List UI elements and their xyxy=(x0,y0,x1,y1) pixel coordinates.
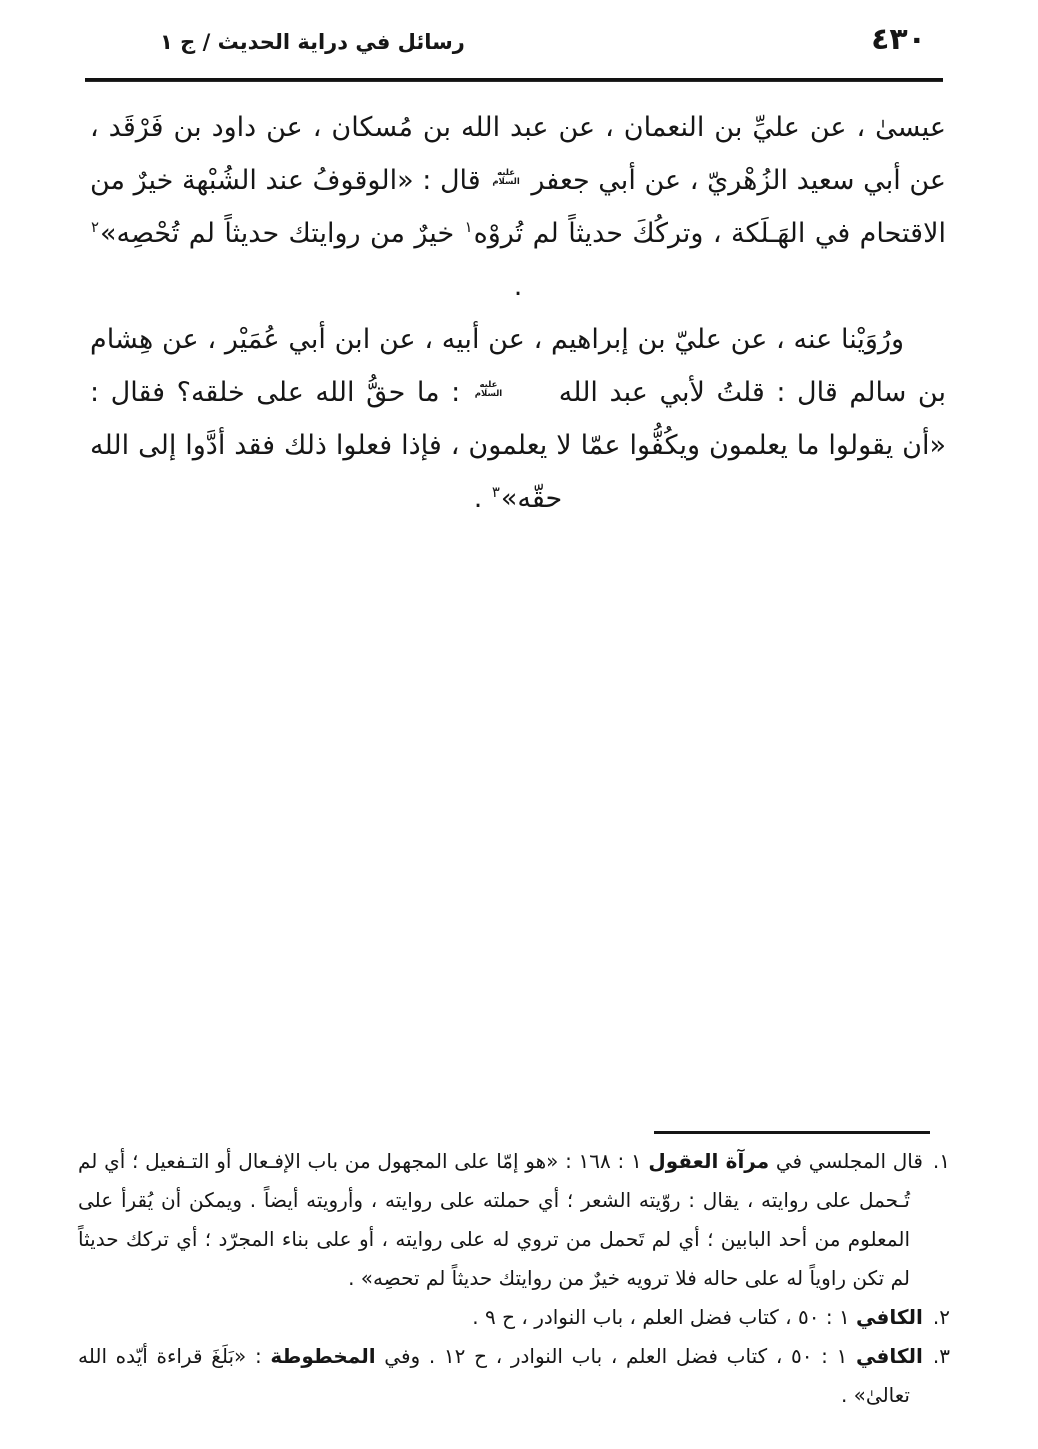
footnotes-block xyxy=(78,1142,950,1415)
footnote-marker: ١. xyxy=(932,1149,951,1173)
footnote-text: الكافي ١ : ٥٠ ، كتاب فضل العلم ، باب النوادر ، ح ٩ . xyxy=(472,1305,923,1329)
main-text xyxy=(90,101,946,525)
book-title-bold: الكافي xyxy=(856,1344,923,1368)
footnote-item xyxy=(78,1298,950,1337)
footnote-item xyxy=(78,1337,950,1415)
footnote-separator-rule xyxy=(654,1131,930,1134)
footnote-marker: ٣. xyxy=(932,1344,950,1368)
footnote-text: الكافي ١ : ٥٠ ، كتاب فضل العلم ، باب النوادر ، ح ١٢ . وفي المخطوطة : «بَلَغَ قراءة أيّده الله تعالىٰ» . xyxy=(78,1344,923,1407)
running-title: رسائل في دراية الحديث / ج ١ xyxy=(160,30,465,54)
honorific-mark: عليه السلام xyxy=(492,167,520,187)
paragraph: عيسىٰ ، عن عليِّ بن النعمان ، عن عبد الله بن مُسكان ، عن داود بن فَرْقَد ، عن أبي سعيد الزُهْريّ ، عن أبي جعفر عليه السلام قال : «الوقوفُ عند الشُبْهة خيرٌ من الاقتحام في الهَـلَكة ، وتركُكَ حديثاً لم تُروْه$^١$ خيرٌ من روايتك حديثاً لم تُحْصِه»$^٢$ . xyxy=(90,112,946,302)
page-number: ٤٣٠ xyxy=(871,22,926,57)
book-title-bold: مرآة العقول xyxy=(648,1149,770,1173)
footnote-marker: ٢. xyxy=(932,1305,950,1329)
footnote-item xyxy=(78,1142,950,1298)
footnote-text: قال المجلسي في مرآة العقول ١ : ١٦٨ : «هو إمّا على المجهول من باب الإفـعال أو التـفعيل ؛ أي لم تُـحمل على روايته ، يقال : روّيته الشعر ؛ أي حملته على روايته ، وأرويته أيضاً . ويمكن أن يُقرأ على المعلوم من أحد البابين ؛ أي لم تَحمل من تروي له على روايته ، أو على بناء المجرّد ؛ أي تركك حديثاً لم تكن راوياً له على حاله فلا ترويه خيرٌ من روايتك حديثاً لم تحصِه» . xyxy=(78,1149,923,1290)
footnote-ref: ٣ xyxy=(491,483,500,501)
footnote-ref: ٢ xyxy=(91,218,99,236)
honorific-mark: عليه السلام xyxy=(474,379,503,399)
book-title-bold: المخطوطة xyxy=(270,1344,376,1368)
book-title-bold: الكافي xyxy=(856,1305,923,1329)
paragraph: ورُوَيْنا عنه ، عن عليّ بن إبراهيم ، عن أبيه ، عن ابن أبي عُمَيْر ، عن هِشام بن سالم قال : قلتُ لأبي عبد الله عليه السلام : ما حقُّ الله على خلقه؟ فقال : «أن يقولوا ما يعلمون ويكُفُّوا عمّا لا يعلمون ، فإذا فعلوا ذلك فقد أدَّوا إلى الله حقّه»$^٣$ . xyxy=(90,324,946,514)
footnote-ref: ١ xyxy=(464,218,473,236)
header-rule xyxy=(85,78,943,82)
